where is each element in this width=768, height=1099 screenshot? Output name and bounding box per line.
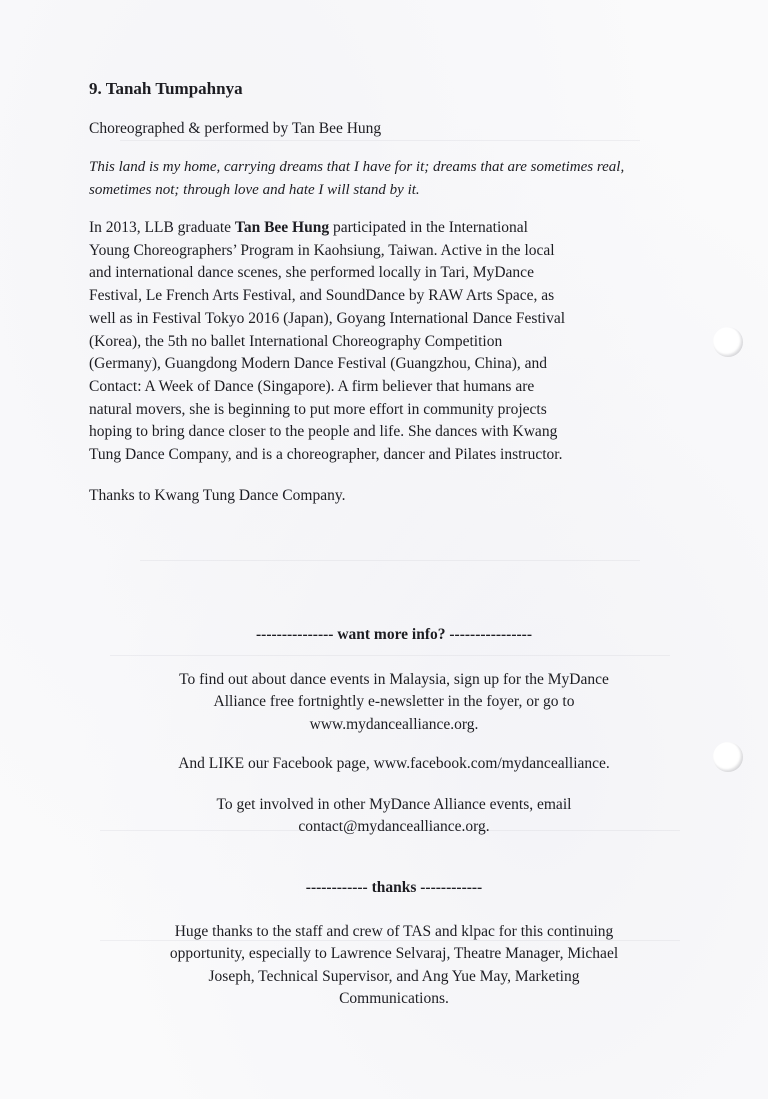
acknowledgement-line: Huge thanks to the staff and crew of TAS and klpac for this continuing xyxy=(174,922,614,940)
involvement-paragraph xyxy=(89,794,699,839)
bio-intro: In 2013, LLB graduate xyxy=(89,219,235,236)
acknowledgement-line: opportunity, especially to Lawrence Selvaraj, Theatre Manager, Michael xyxy=(169,945,619,962)
contact-email: contact@mydancealliance.org. xyxy=(298,818,490,835)
bio-line: (Germany), Guangdong Modern Dance Festival (Guangzhou, China), and xyxy=(89,355,547,373)
statement-line: This land is my home, carrying dreams that I have for it; dreams that are sometimes real, xyxy=(89,159,625,175)
facebook-line: And LIKE our Facebook page, www.facebook.com/mydancealliance. xyxy=(178,755,610,772)
bio-line: Contact: A Week of Dance (Singapore). A firm believer that humans are xyxy=(89,377,535,395)
bleed-through-line xyxy=(140,560,640,561)
bio-line: Young Choreographers’ Program in Kaohsiung, Taiwan. Active in the local xyxy=(89,241,555,259)
involvement-line: To get involved in other MyDance Alliance events, email xyxy=(216,795,572,813)
info-divider: --------------- want more info? ---------------- xyxy=(256,626,532,643)
bio-line: and international dance scenes, she performed locally in Tari, MyDance xyxy=(89,264,534,282)
acknowledgement-line: Joseph, Technical Supervisor, and Ang Yue May, Marketing xyxy=(208,967,580,985)
punch-hole xyxy=(713,327,743,357)
newsletter-paragraph xyxy=(89,669,699,737)
thanks-divider: ------------ thanks ------------ xyxy=(305,879,483,896)
bio-line: hoping to bring dance closer to the people and life. She dances with Kwang xyxy=(89,423,558,441)
choreographer-credit: Choreographed & performed by Tan Bee Hung xyxy=(89,120,382,137)
bio-line: (Korea), the 5th no ballet International Choreography Competition xyxy=(89,332,503,350)
bio-text: participated in the International xyxy=(329,219,528,236)
bio-line: Festival, Le French Arts Festival, and SoundDance by RAW Arts Space, as xyxy=(89,287,555,305)
newsletter-line: Alliance free fortnightly e-newsletter in the foyer, or go to xyxy=(213,693,575,710)
acknowledgements-section xyxy=(89,877,699,1011)
punch-hole xyxy=(713,742,743,772)
website-url: www.mydancealliance.org. xyxy=(309,715,479,733)
info-section xyxy=(89,624,699,839)
acknowledgement-line: Communications. xyxy=(339,990,449,1007)
company-thanks: Thanks to Kwang Tung Dance Company. xyxy=(89,486,346,504)
program-entry xyxy=(89,78,709,507)
statement-line: sometimes not; through love and hate I will stand by it. xyxy=(89,181,420,198)
bio-line: natural movers, she is beginning to put more effort in community projects xyxy=(89,400,547,418)
acknowledgements-paragraph xyxy=(89,921,699,1011)
artist-statement xyxy=(89,156,709,201)
artist-name: Tan Bee Hung xyxy=(234,219,330,236)
bio-line: Tung Dance Company, and is a choreographer, dancer and Pilates instructor. xyxy=(89,446,563,464)
bio-line: well as in Festival Tokyo 2016 (Japan), Goyang International Dance Festival xyxy=(89,309,566,327)
artist-biography xyxy=(89,217,711,467)
newsletter-line: To find out about dance events in Malaysia, sign up for the MyDance xyxy=(179,670,609,688)
bio-line xyxy=(89,217,711,240)
entry-title: 9. Tanah Tumpahnya xyxy=(89,79,243,98)
